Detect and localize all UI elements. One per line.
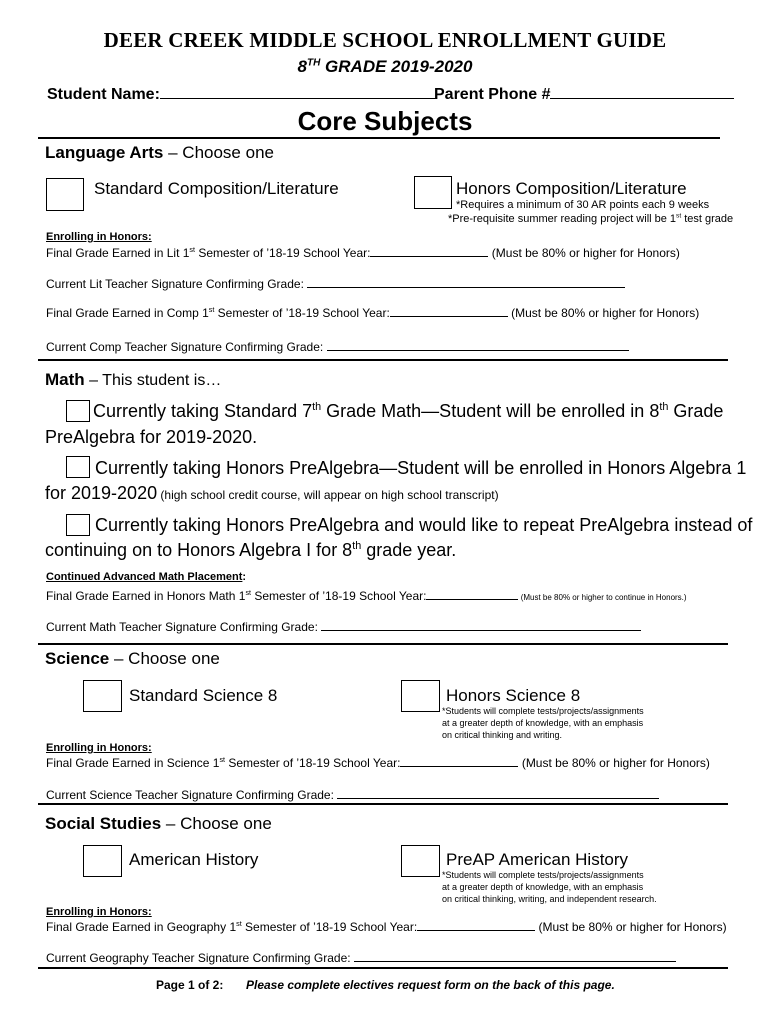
- standard-comp-checkbox[interactable]: [46, 178, 84, 211]
- enrolling-honors-label: Enrolling in Honors:: [46, 742, 152, 754]
- preap-history-note: *Students will complete tests/projects/assignments: [442, 870, 644, 880]
- geography-signature-field[interactable]: Current Geography Teacher Signature Confirming Grade:: [46, 951, 676, 965]
- american-history-label: American History: [129, 850, 259, 869]
- enrolling-honors-label: Enrolling in Honors:: [46, 231, 152, 243]
- divider: [38, 803, 728, 805]
- math-grade-field[interactable]: Final Grade Earned in Honors Math 1st Semester of ’18-19 School Year: (Must be 80% or higher to continue in Honors.): [46, 588, 687, 603]
- geography-grade-field[interactable]: Final Grade Earned in Geography 1st Semester of ’18-19 School Year: (Must be 80% or higher for Honors): [46, 919, 727, 934]
- math-option3-label-cont: continuing on to Honors Algebra I for 8th grade year.: [45, 540, 457, 560]
- geography-grade-line[interactable]: [417, 929, 535, 931]
- science-signature-line[interactable]: [337, 797, 659, 799]
- math-option3-checkbox[interactable]: [66, 514, 90, 536]
- preap-history-checkbox[interactable]: [401, 845, 440, 877]
- math-option3-label: Currently taking Honors PreAlgebra and would like to repeat PreAlgebra instead of: [95, 515, 753, 535]
- math-option1-checkbox[interactable]: [66, 400, 90, 422]
- science-heading: Science – Choose one: [45, 649, 220, 668]
- parent-phone-field[interactable]: [434, 86, 734, 104]
- math-grade-line[interactable]: [426, 598, 518, 600]
- grade-year-subtitle: 8TH GRADE 2019-2020: [297, 57, 473, 76]
- lit-signature-line[interactable]: [307, 286, 625, 288]
- enrolling-honors-label: Enrolling in Honors:: [46, 906, 152, 918]
- honors-comp-note: *Requires a minimum of 30 AR points each 9 weeks: [456, 199, 710, 211]
- honors-science-note: at a greater depth of knowledge, with an emphasis: [442, 718, 644, 728]
- comp-grade-line[interactable]: [390, 315, 508, 317]
- standard-science-label: Standard Science 8: [129, 686, 278, 705]
- math-option1-label: Currently taking Standard 7th Grade Math—Student will be enrolled in 8th Grade: [93, 401, 724, 421]
- honors-comp-checkbox[interactable]: [414, 176, 452, 209]
- lit-grade-field[interactable]: Final Grade Earned in Lit 1st Semester of ’18-19 School Year: (Must be 80% or higher for Honors): [46, 245, 680, 260]
- divider: [38, 359, 728, 361]
- comp-signature-line[interactable]: [327, 349, 629, 351]
- science-grade-line[interactable]: [400, 765, 518, 767]
- honors-science-label: Honors Science 8: [446, 686, 581, 705]
- parent-phone-label: Parent Phone #: [434, 86, 551, 103]
- science-signature-field[interactable]: Current Science Teacher Signature Confirming Grade:: [46, 788, 659, 802]
- comp-grade-field[interactable]: Final Grade Earned in Comp 1st Semester of ’18-19 School Year: (Must be 80% or higher for Honors): [46, 305, 700, 320]
- honors-comp-note: *Pre-requisite summer reading project will be 1st test grade: [448, 212, 734, 225]
- social-studies-heading: Social Studies – Choose one: [45, 814, 272, 833]
- honors-science-checkbox[interactable]: [401, 680, 440, 712]
- student-name-line[interactable]: [160, 97, 437, 99]
- parent-phone-line[interactable]: [550, 97, 734, 99]
- american-history-checkbox[interactable]: [83, 845, 122, 877]
- language-arts-heading: Language Arts – Choose one: [45, 143, 274, 162]
- divider: [38, 967, 728, 969]
- comp-signature-field[interactable]: Current Comp Teacher Signature Confirming Grade:: [46, 340, 629, 354]
- math-heading: Math – This student is…: [45, 370, 222, 389]
- standard-comp-label: Standard Composition/Literature: [94, 179, 339, 198]
- student-name-label: Student Name:: [47, 86, 160, 103]
- continued-math-label: Continued Advanced Math Placement:: [46, 571, 247, 583]
- science-grade-field[interactable]: Final Grade Earned in Science 1st Semester of ’18-19 School Year: (Must be 80% or higher for Honors): [46, 755, 710, 770]
- document-title: DEER CREEK MIDDLE SCHOOL ENROLLMENT GUIDE: [103, 28, 667, 52]
- standard-science-checkbox[interactable]: [83, 680, 122, 712]
- divider: [38, 643, 728, 645]
- honors-comp-label: Honors Composition/Literature: [456, 179, 687, 198]
- honors-science-note: *Students will complete tests/projects/assignments: [442, 706, 644, 716]
- math-option2-label: Currently taking Honors PreAlgebra—Student will be enrolled in Honors Algebra 1: [95, 458, 747, 478]
- student-name-field[interactable]: [47, 86, 437, 104]
- math-option2-checkbox[interactable]: [66, 456, 90, 478]
- geography-signature-line[interactable]: [354, 960, 676, 962]
- math-option2-label-cont: for 2019-2020 (high school credit course, will appear on high school transcript): [45, 483, 499, 503]
- divider: [38, 137, 720, 139]
- page-number: Page 1 of 2:: [156, 978, 224, 992]
- honors-science-note: on critical thinking and writing.: [442, 730, 563, 740]
- lit-signature-field[interactable]: Current Lit Teacher Signature Confirming Grade:: [46, 277, 625, 291]
- core-subjects-heading: Core Subjects: [297, 106, 473, 136]
- preap-history-label: PreAP American History: [446, 850, 629, 869]
- lit-grade-line[interactable]: [370, 255, 488, 257]
- math-option1-label-cont: PreAlgebra for 2019-2020.: [45, 427, 258, 447]
- preap-history-note: at a greater depth of knowledge, with an emphasis: [442, 882, 644, 892]
- math-signature-line[interactable]: [321, 629, 641, 631]
- math-signature-field[interactable]: Current Math Teacher Signature Confirming Grade:: [46, 620, 641, 634]
- footer-note: Please complete electives request form on the back of this page.: [246, 978, 615, 992]
- preap-history-note: on critical thinking, writing, and independent research.: [442, 894, 657, 904]
